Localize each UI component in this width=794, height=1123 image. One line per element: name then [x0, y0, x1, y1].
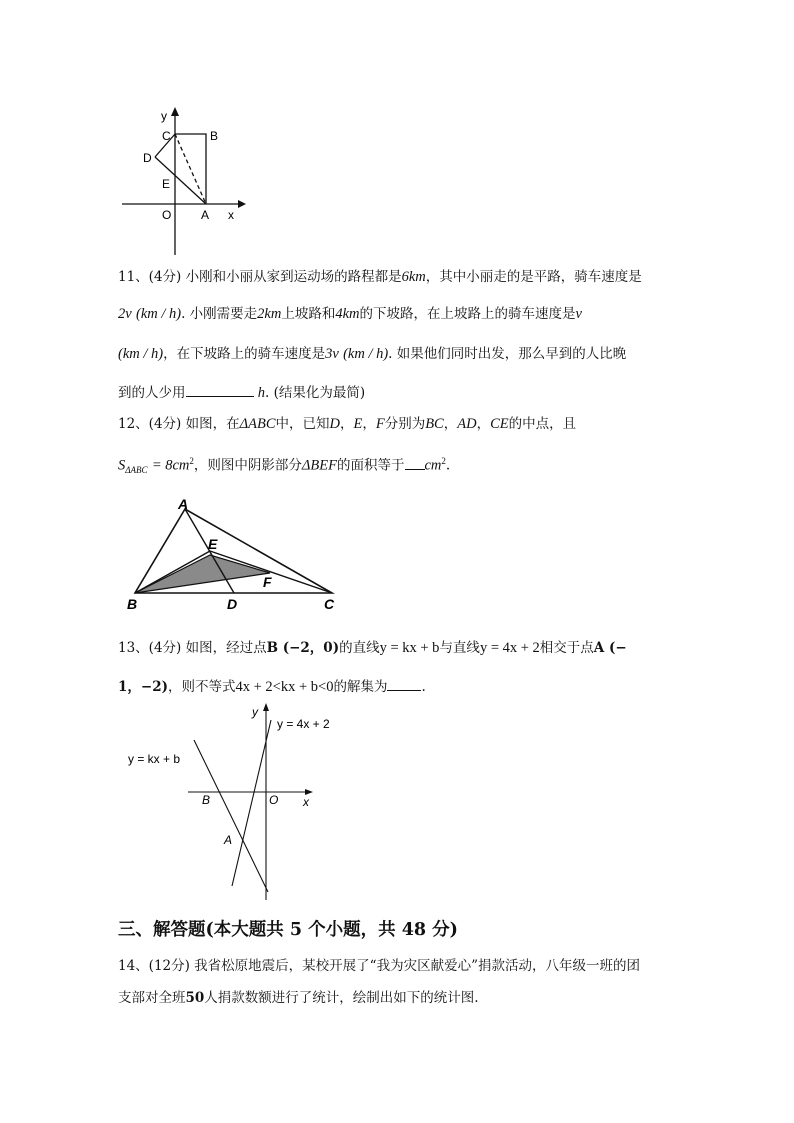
label-a: A: [201, 208, 210, 222]
label-b: B: [210, 129, 219, 143]
line-4x-plus-2: [232, 720, 271, 886]
label-x: x: [228, 208, 234, 222]
dashed-ca: [175, 134, 206, 204]
q11-line-4: 到的人少用 h. (结果化为最简): [118, 382, 365, 403]
label-o: O: [269, 793, 279, 807]
answer-blank-q13[interactable]: [387, 676, 421, 691]
label-b: B: [127, 596, 138, 612]
label-y: y: [252, 705, 258, 719]
label-o: O: [162, 208, 172, 222]
label-c: C: [324, 596, 335, 612]
figure-coordinate-sketch: [118, 100, 258, 260]
answer-blank-q11[interactable]: [186, 382, 254, 397]
x-axis-arrow: [238, 200, 246, 208]
shaded-triangle-bef: [135, 555, 270, 593]
label-d: D: [227, 596, 238, 612]
q12-line-1: 12、(4分) 如图，在ΔABC中，已知D，E，F分别为BC，AD，CE的中点，且: [118, 416, 577, 432]
q11-line-3: (km / h)，在下坡路上的骑车速度是3v (km / h). 如果他们同时出发，那么早到的人比晚: [118, 346, 627, 362]
label-d: D: [143, 151, 152, 165]
label-a: A: [178, 496, 189, 512]
q13-line-2: 1，−2)，则不等式4x + 2<kx + b<0的解集为 .: [118, 676, 426, 697]
label-e: E: [208, 536, 218, 552]
figure-two-lines: [122, 700, 352, 905]
label-f: F: [263, 574, 272, 590]
section-heading: 三、解答题(本大题共 5 个小题，共 48 分): [118, 920, 458, 940]
label-line-4x-plus-2: y = 4x + 2: [277, 717, 330, 731]
line-kx-plus-b: [194, 740, 268, 892]
figure-triangle-abc: [122, 495, 347, 615]
label-b: B: [202, 793, 211, 807]
label-x: x: [303, 795, 309, 809]
q13-line-1: 13、(4分) 如图，经过点B (−2，0)的直线y = kx + b与直线y = 4x + 2相交于点A (−: [118, 640, 627, 656]
label-e: E: [162, 177, 171, 191]
q11-line-2: 2v (km / h). 小刚需要走2km上坡路和4km的下坡路，在上坡路上的骑车速度是v: [118, 306, 582, 322]
q11-line-1: 11、(4分) 小刚和小丽从家到运动场的路程都是6km，其中小丽走的是平路，骑车速度是: [118, 269, 642, 285]
q12-line-2: $S_{\Delta ABC} = 8cm^2$，则图中阴影部分ΔBEF的面积等于 $cm^2$.: [118, 456, 451, 476]
y-axis-arrow: [171, 107, 179, 116]
y-axis-arrow: [263, 703, 269, 711]
label-y: y: [161, 109, 167, 123]
label-c: C: [162, 129, 171, 143]
q14-line-1: 14、(12分) 我省松原地震后，某校开展了“我为灾区献爱心”捐款活动，八年级一班的团: [118, 958, 640, 974]
q14-line-2: 支部对全班50人捐款数额进行了统计，绘制出如下的统计图.: [118, 990, 479, 1006]
label-a: A: [224, 833, 233, 847]
label-line-kx-plus-b: y = kx + b: [128, 752, 181, 766]
answer-blank-q12[interactable]: [405, 455, 425, 470]
